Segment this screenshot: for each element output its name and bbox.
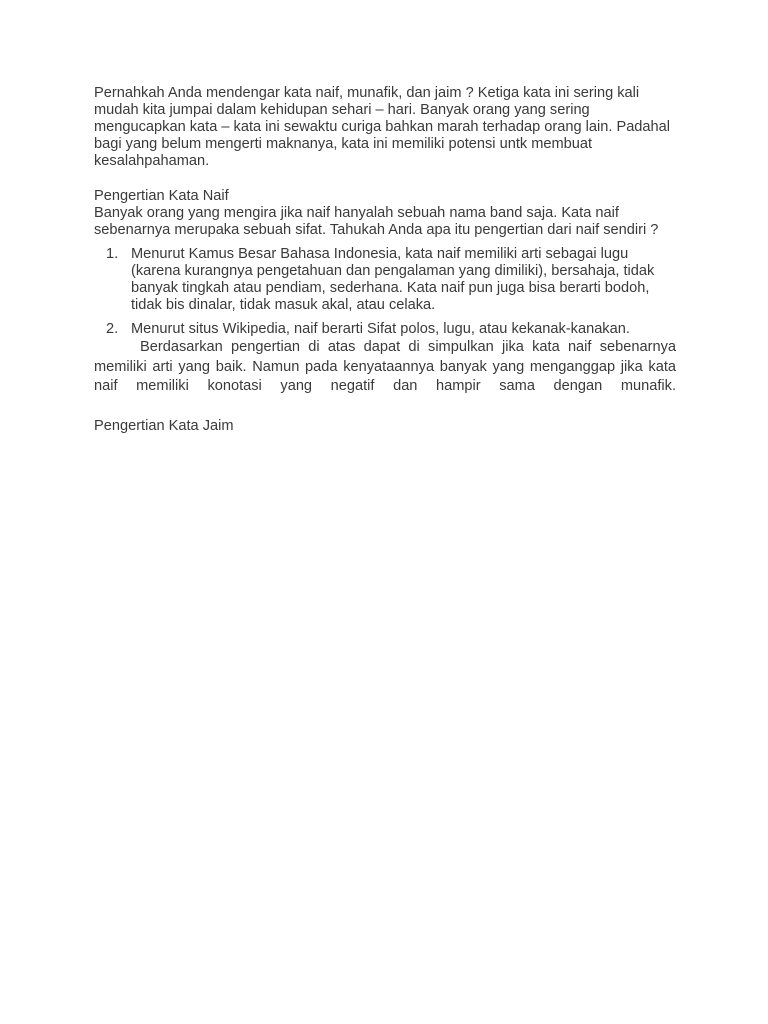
conclusion-paragraph: Berdasarkan pengertian di atas dapat di simpulkan jika kata naif sebenarnya memiliki arti yang baik. Namun pada kenyataannya banyak yang menganggap jika kata naif memiliki konotasi yang negatif dan hampir sama dengan munafik. xyxy=(94,339,676,394)
definition-list xyxy=(94,246,676,338)
document-body xyxy=(94,85,676,435)
list-item xyxy=(94,321,676,338)
section-heading-naif: Pengertian Kata Naif xyxy=(94,188,229,204)
intro-paragraph: Pernahkah Anda mendengar kata naif, munafik, dan jaim ? Ketiga kata ini sering kali mudah kita jumpai dalam kehidupan sehari – hari. Banyak orang yang sering mengucapkan kata – kata ini sewaktu curiga bahkan marah terhadap orang lain. Padahal bagi yang belum mengerti maknanya, kata ini memiliki potensi untk membuat kesalahpahaman. xyxy=(94,85,671,169)
list-item xyxy=(94,246,676,314)
list-number: 1. xyxy=(106,246,119,262)
list-text: Menurut situs Wikipedia, naif berarti Sifat polos, lugu, atau kekanak-kanakan. xyxy=(131,321,630,337)
section-heading-jaim: Pengertian Kata Jaim xyxy=(94,417,234,434)
list-text: Menurut Kamus Besar Bahasa Indonesia, kata naif memiliki arti sebagai lugu (karena kurangnya pengetahuan dan pengalaman yang dimiliki), bersahaja, tidak banyak tingkah atau pendiam, sederhana. Kata naif pun juga bisa berarti bodoh, tidak bis dinalar, tidak masuk akal, atau celaka. xyxy=(131,246,655,313)
section-paragraph-naif: Banyak orang yang mengira jika naif hanyalah sebuah nama band saja. Kata naif sebenarnya merupaka sebuah sifat. Tahukah Anda apa itu pengertian dari naif sendiri ? xyxy=(94,205,659,238)
list-number: 2. xyxy=(106,321,119,337)
